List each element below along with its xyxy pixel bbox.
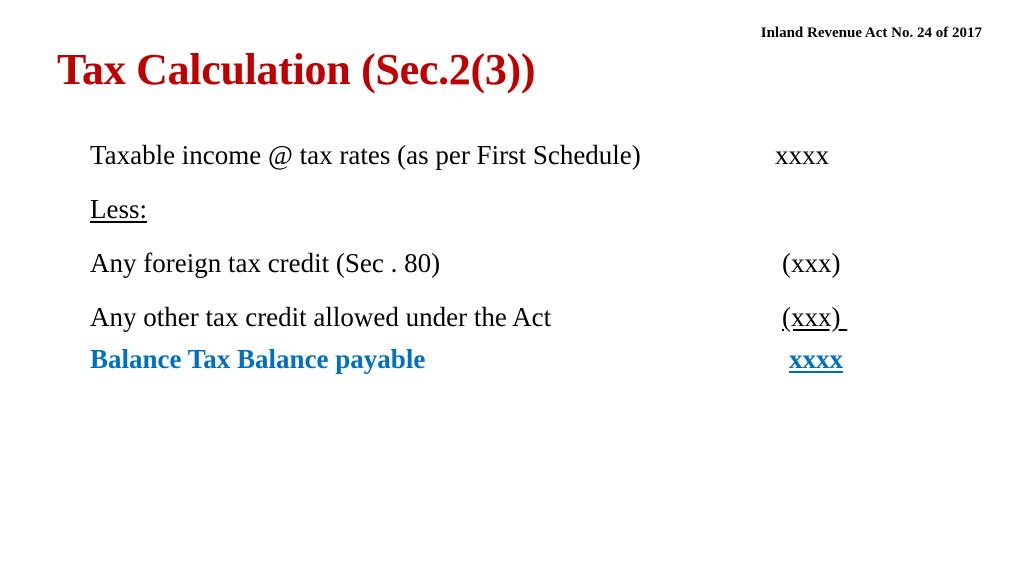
row-taxable-income-amount: xxxx [775, 140, 829, 170]
act-reference: Inland Revenue Act No. 24 of 2017 [760, 25, 982, 41]
row-taxable-income-label: Taxable income @ tax rates (as per First Schedule) [90, 140, 641, 170]
row-foreign-tax-credit-amount: (xxx) [782, 248, 841, 278]
row-foreign-tax-credit-label: Any foreign tax credit (Sec . 80) [90, 248, 441, 278]
row-other-tax-credit-label: Any other tax credit allowed under the Act [90, 302, 552, 332]
row-balance-label: Balance Tax Balance payable [90, 344, 426, 374]
row-other-tax-credit-amount: (xxx) [782, 302, 848, 332]
slide-title: Tax Calculation (Sec.2(3)) [57, 45, 536, 94]
row-balance-amount: xxxx [789, 344, 843, 374]
row-less-label: Less: [90, 194, 147, 224]
